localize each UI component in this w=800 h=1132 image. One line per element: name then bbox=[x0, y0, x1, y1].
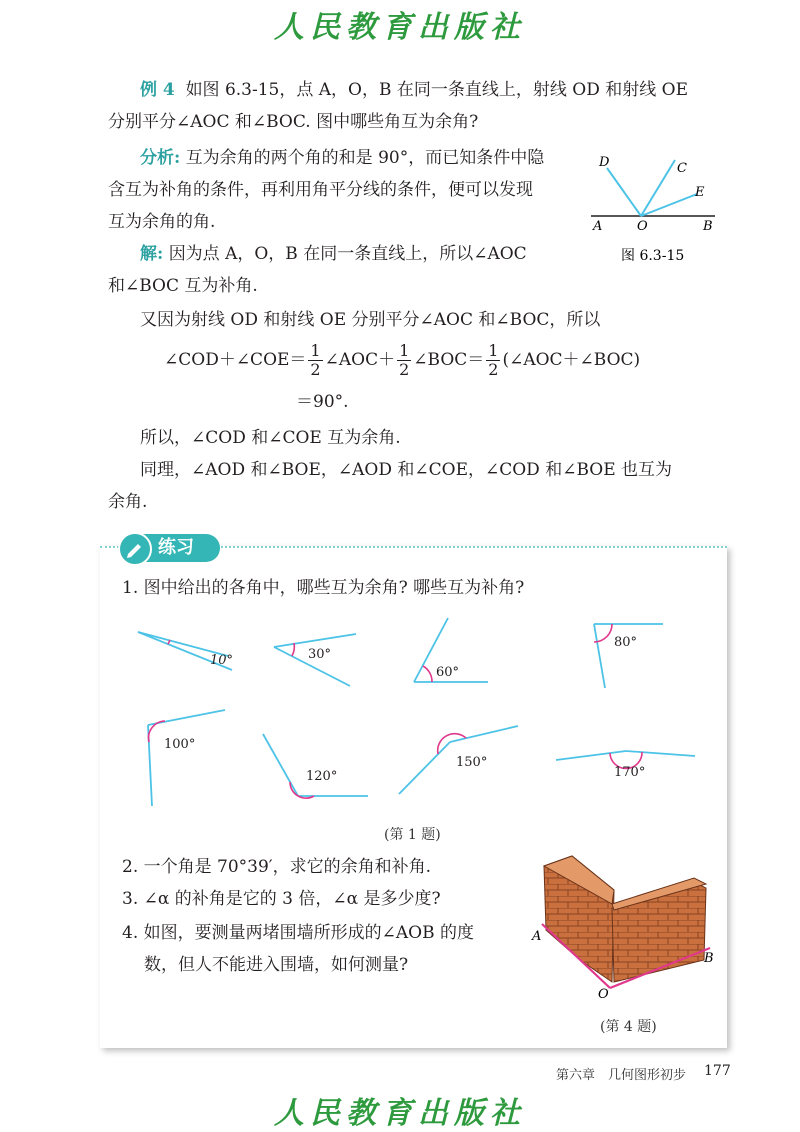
angle-170-ray-2 bbox=[626, 751, 695, 756]
solution-label: 解: bbox=[140, 244, 164, 264]
conclusion-1: 所以，∠COD 和∠COE 互为余角. bbox=[140, 428, 401, 448]
solution-line-1 bbox=[140, 244, 527, 264]
question-4-line-2: 数，但人不能进入围墙，如何测量? bbox=[144, 955, 409, 975]
header-brand: 人民教育出版社 bbox=[274, 10, 526, 45]
fraction-half-1: $\frac{1}{2}$ bbox=[310, 341, 321, 379]
figure-caption: 图 6.3-15 bbox=[621, 248, 685, 264]
footer-brand: 人民教育出版社 bbox=[274, 1096, 526, 1131]
analysis-text-1: 互为余角的两个角的和是 90°，而已知条件中隐 bbox=[185, 148, 545, 168]
angle-170-ray-1 bbox=[556, 751, 626, 760]
analysis-label: 分析: bbox=[140, 148, 181, 168]
angle-label-120: 120° bbox=[306, 769, 338, 784]
practice-tab bbox=[120, 534, 220, 562]
conclusion-2: 同理，∠AOD 和∠BOE，∠AOD 和∠COE，∠COD 和∠BOE 也互为 bbox=[140, 460, 673, 480]
wall-label-o: O bbox=[598, 987, 609, 998]
analysis-line-2: 含互为补角的条件，再利用角平分线的条件，便可以发现 bbox=[108, 180, 533, 200]
question-4-line-1: 4. 如图，要测量两堵围墙所形成的∠AOB 的度 bbox=[122, 923, 474, 943]
brick-wall-figure bbox=[528, 848, 724, 998]
figure-6-3-15 bbox=[585, 150, 725, 265]
label-a: A bbox=[593, 219, 603, 234]
pencil-icon bbox=[118, 532, 152, 566]
angle-80-ray-2 bbox=[594, 624, 605, 688]
angle-30-ray-1 bbox=[274, 634, 356, 647]
eq-left: ∠COD＋∠COE＝ bbox=[164, 350, 307, 370]
angle-label-60: 60° bbox=[436, 665, 460, 680]
since-line: 又因为射线 OD 和射线 OE 分别平分∠AOC 和∠BOC，所以 bbox=[140, 310, 601, 330]
angle-120-ray-2 bbox=[263, 734, 298, 796]
conclusion-3: 余角. bbox=[108, 492, 148, 512]
angle-150-ray-2 bbox=[399, 742, 450, 794]
label-c: C bbox=[677, 161, 687, 176]
label-b: B bbox=[703, 219, 713, 234]
label-e: E bbox=[695, 185, 705, 200]
q1-caption: (第 1 题) bbox=[384, 827, 441, 843]
angle-label-170: 170° bbox=[614, 765, 646, 780]
wall-label-a: A bbox=[532, 929, 542, 944]
equation-line-2: ＝90°. bbox=[296, 392, 349, 412]
question-1: 1. 图中给出的各角中，哪些互为余角? 哪些互为补角? bbox=[122, 578, 525, 598]
example-line-2: 分别平分∠AOC 和∠BOC. 图中哪些角互为余角? bbox=[108, 112, 479, 132]
analysis-line-3: 互为余角的角. bbox=[108, 212, 216, 232]
ray-oc bbox=[641, 160, 675, 216]
fraction-half-3: $\frac{1}{2}$ bbox=[488, 341, 499, 379]
example-line-1 bbox=[140, 80, 688, 100]
angle-label-150: 150° bbox=[456, 755, 488, 770]
angles-figure bbox=[110, 600, 730, 820]
page-number: 177 bbox=[704, 1063, 731, 1079]
q4-caption: (第 4 题) bbox=[600, 1019, 657, 1035]
question-2: 2. 一个角是 70°39′，求它的余角和补角. bbox=[122, 857, 432, 877]
label-d: D bbox=[599, 155, 610, 170]
example-text-1: 如图 6.3-15，点 A，O，B 在同一条直线上，射线 OD 和射线 OE bbox=[185, 80, 689, 100]
ray-oe bbox=[641, 194, 697, 216]
arc-60 bbox=[423, 666, 432, 682]
angle-label-10: 10° bbox=[210, 653, 234, 668]
practice-tab-label: 练习 bbox=[158, 537, 194, 558]
eq-part-2: ∠BOC＝ bbox=[413, 350, 485, 370]
fraction-half-2: $\frac{1}{2}$ bbox=[399, 341, 410, 379]
eq-part-1: ∠AOC＋ bbox=[324, 350, 396, 370]
angle-label-30: 30° bbox=[308, 647, 332, 662]
equation-line-1 bbox=[164, 340, 640, 380]
label-o: O bbox=[637, 219, 648, 234]
solution-text-1: 因为点 A，O，B 在同一条直线上，所以∠AOC bbox=[168, 244, 527, 264]
question-3: 3. ∠α 的补角是它的 3 倍，∠α 是多少度? bbox=[122, 889, 441, 909]
example-label: 例 4 bbox=[140, 80, 175, 100]
solution-line-2: 和∠BOC 互为补角. bbox=[108, 276, 258, 296]
chapter-info: 第六章 几何图形初步 bbox=[556, 1068, 687, 1083]
ray-od bbox=[607, 168, 641, 216]
angle-label-100: 100° bbox=[164, 737, 196, 752]
wall-label-b: B bbox=[704, 951, 714, 966]
eq-part-3: (∠AOC＋∠BOC) bbox=[502, 350, 641, 370]
analysis-line-1 bbox=[140, 148, 544, 168]
angle-label-80: 80° bbox=[614, 635, 638, 650]
